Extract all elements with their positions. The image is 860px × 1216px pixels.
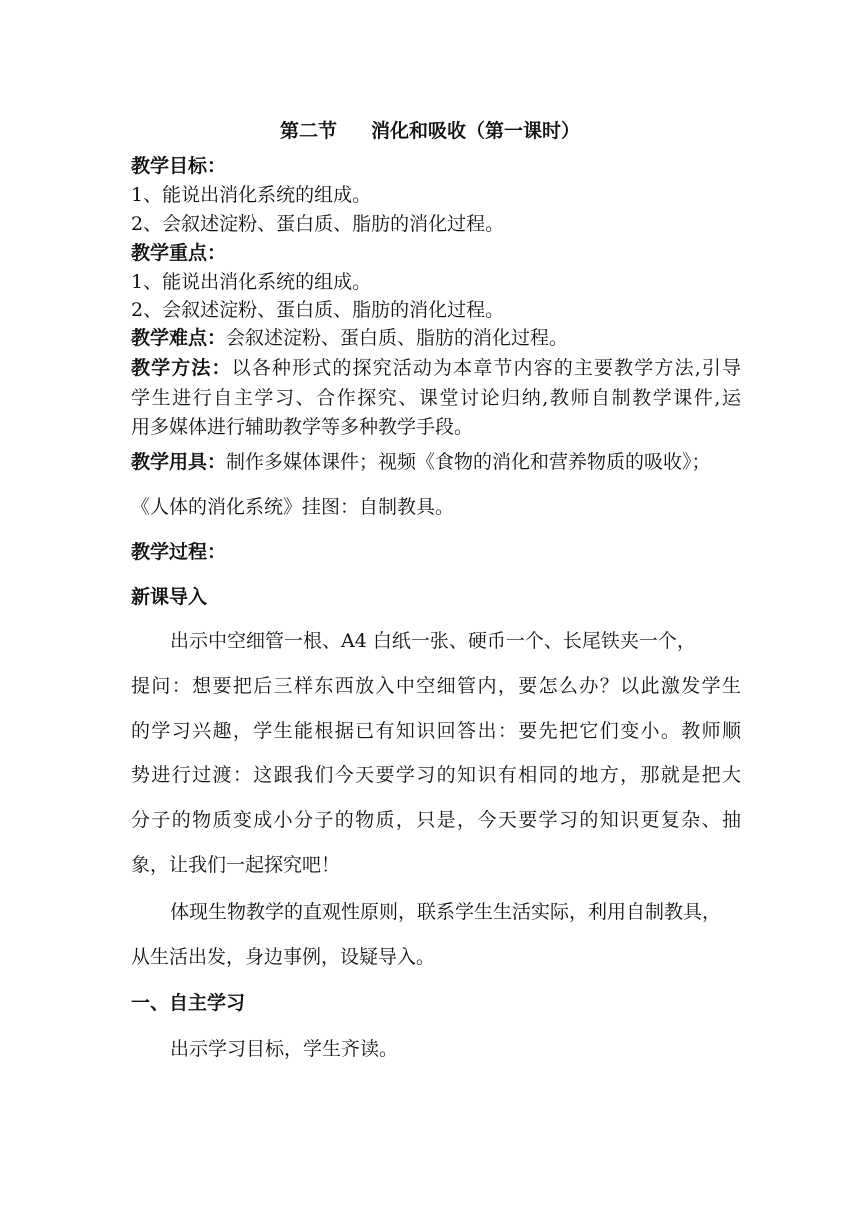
methods-line: 学生进行自主学习、合作探究、课堂讨论归纳,教师自制教学课件,运 <box>131 387 741 409</box>
intro-paragraph-line: 象，让我们一起探究吧！ <box>131 854 341 876</box>
intro-paragraph-line: 的学习兴趣，学生能根据已有知识回答出：要先把它们变小。教师顺 <box>131 720 741 742</box>
page-title <box>0 116 860 143</box>
intro-paragraph-line: 出示中空细管一根、A4 白纸一张、硬币一个、长尾铁夹一个， <box>170 630 696 652</box>
process-heading: 教学过程： <box>131 541 227 563</box>
objective-item: 1、能说出消化系统的组成。 <box>131 184 372 206</box>
key-point-item: 2、会叙述淀粉、蛋白质、脂肪的消化过程。 <box>131 299 505 321</box>
section-text: 出示学习目标，学生齐读。 <box>170 1038 399 1060</box>
intro-paragraph-line: 提问：想要把后三样东西放入中空细管内，要怎么办？以此激发学生 <box>131 675 741 697</box>
key-points-heading: 教学重点： <box>131 242 227 264</box>
intro-paragraph-line: 分子的物质变成小分子的物质，只是，今天要学习的知识更复杂、抽 <box>131 809 741 831</box>
key-point-item: 1、能说出消化系统的组成。 <box>131 271 372 293</box>
tools-label: 教学用具： <box>131 451 227 473</box>
intro-paragraph-line: 体现生物教学的直观性原则，联系学生生活实际，利用自制教具， <box>170 901 722 923</box>
section-heading: 一、自主学习 <box>131 992 246 1014</box>
difficulty-label: 教学难点： <box>131 327 227 349</box>
intro-paragraph-line: 从生活出发，身边事例，设疑导入。 <box>131 946 436 968</box>
methods-label: 教学方法： <box>131 357 232 379</box>
difficulty-text: 会叙述淀粉、蛋白质、脂肪的消化过程。 <box>226 327 569 349</box>
tools-line <box>131 449 741 475</box>
methods-line: 用多媒体进行辅助教学等多种教学手段。 <box>131 416 474 438</box>
objectives-heading: 教学目标： <box>131 155 227 177</box>
tools-line: 《人体的消化系统》挂图：自制教具。 <box>131 496 455 518</box>
title-topic: 消化和吸收（第一课时） <box>371 120 581 142</box>
tools-text: 制作多媒体课件；视频《食物的消化和营养物质的吸收》； <box>226 451 711 473</box>
methods-text: 以各种形式的探究活动为本章节内容的主要教学方法,引导 <box>231 357 741 379</box>
title-section-number: 第二节 <box>279 120 337 142</box>
objective-item: 2、会叙述淀粉、蛋白质、脂肪的消化过程。 <box>131 213 505 235</box>
methods-line <box>131 355 741 381</box>
intro-paragraph-line: 势进行过渡：这跟我们今天要学习的知识有相同的地方，那就是把大 <box>131 764 741 786</box>
intro-heading: 新课导入 <box>131 586 208 608</box>
difficulty-line <box>131 325 741 351</box>
